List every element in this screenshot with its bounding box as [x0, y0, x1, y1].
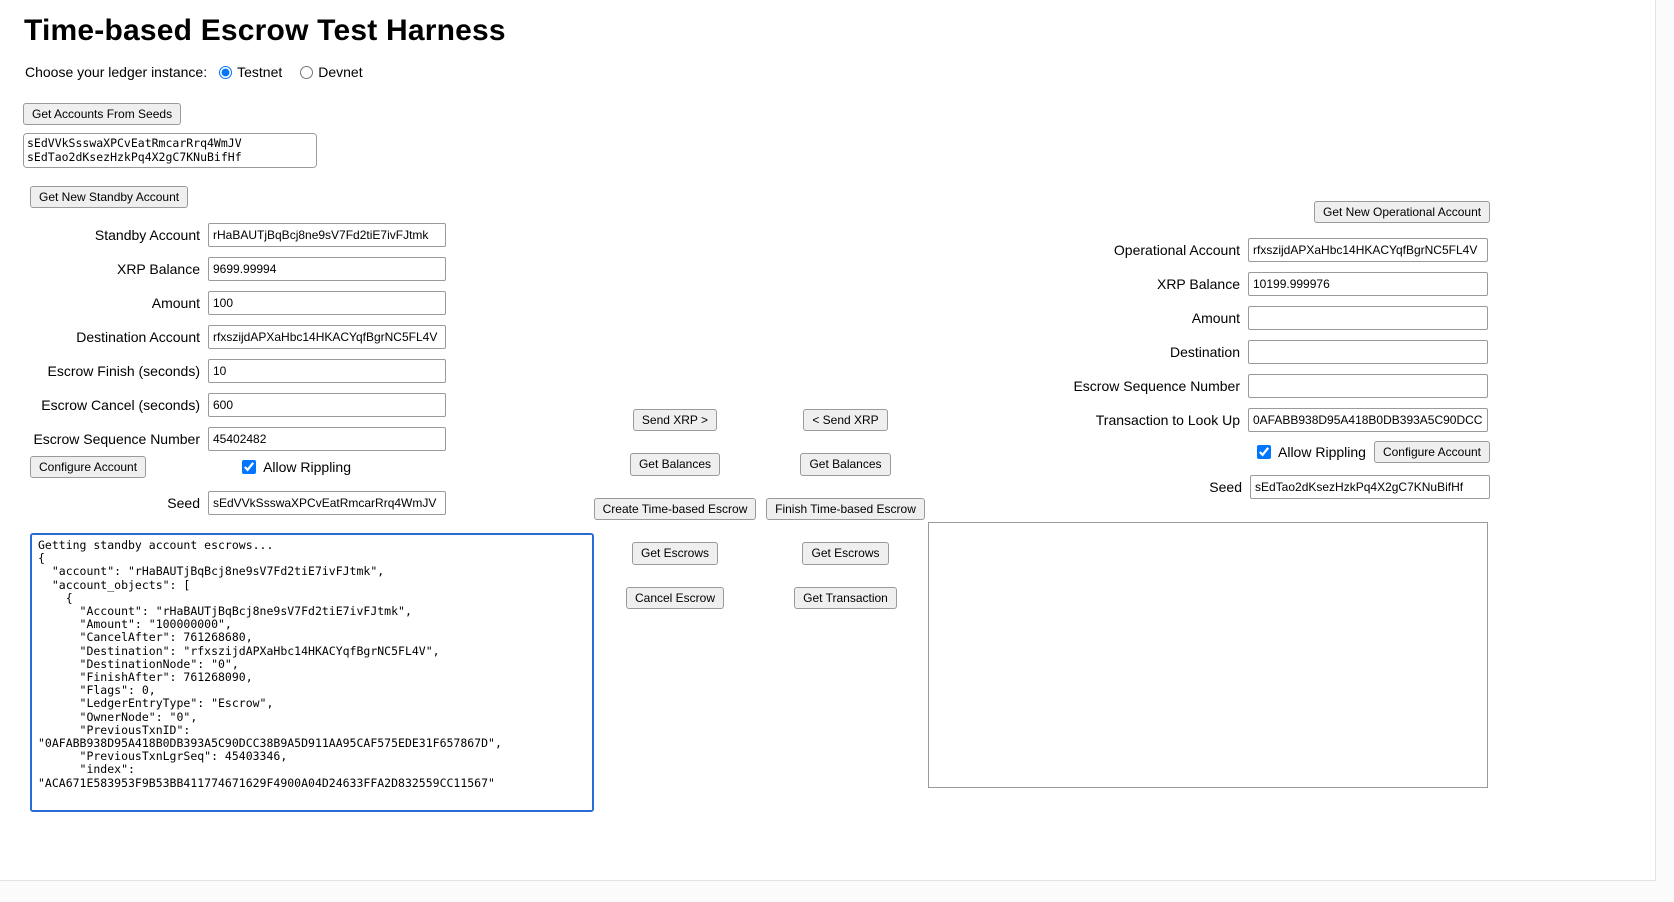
- seeds-textarea-wrapper[interactable]: [23, 133, 317, 168]
- radio-devnet[interactable]: [300, 64, 362, 80]
- standby-escrow-sequence-input[interactable]: [208, 427, 446, 451]
- standby-allow-rippling[interactable]: [242, 459, 351, 475]
- operational-form: [1000, 233, 1490, 437]
- operational-transaction-lookup-input[interactable]: [1248, 408, 1488, 432]
- operational-allow-rippling-checkbox[interactable]: [1257, 445, 1271, 459]
- get-new-standby-account-button[interactable]: Get New Standby Account: [30, 186, 188, 208]
- operational-configure-account-button[interactable]: Configure Account: [1374, 441, 1490, 463]
- operational-amount-input[interactable]: [1248, 306, 1488, 330]
- send-xrp-left-button[interactable]: < Send XRP: [803, 409, 887, 431]
- operational-seed-label: Seed: [1209, 479, 1242, 495]
- operational-account-row: [1000, 233, 1490, 267]
- operational-account-label: Operational Account: [1113, 242, 1240, 258]
- standby-account-row: [0, 218, 460, 252]
- operational-transaction-lookup-row: [1000, 403, 1490, 437]
- operational-allow-rippling[interactable]: [1257, 444, 1366, 460]
- ledger-instance-selector: [25, 64, 381, 80]
- standby-escrow-finish-label: Escrow Finish (seconds): [47, 363, 200, 379]
- operational-escrow-sequence-label: Escrow Sequence Number: [1073, 378, 1240, 394]
- radio-devnet-label[interactable]: Devnet: [318, 64, 363, 80]
- standby-allow-rippling-label: Allow Rippling: [263, 459, 351, 476]
- standby-seed-input[interactable]: [208, 491, 446, 515]
- operational-escrow-sequence-row: [1000, 369, 1490, 403]
- standby-escrow-finish-row: [0, 354, 460, 388]
- radio-devnet-input[interactable]: [300, 66, 313, 79]
- operational-destination-label: Destination: [1169, 344, 1240, 360]
- standby-seed-label: Seed: [167, 495, 200, 511]
- standby-xrp-balance-label: XRP Balance: [116, 261, 200, 277]
- standby-allow-rippling-checkbox[interactable]: [242, 460, 256, 474]
- operational-xrp-balance-label: XRP Balance: [1156, 276, 1240, 292]
- radio-testnet-input[interactable]: [219, 66, 232, 79]
- operational-output-panel[interactable]: [928, 522, 1488, 788]
- standby-xrp-balance-input[interactable]: [208, 257, 446, 281]
- standby-amount-label: Amount: [151, 295, 200, 311]
- operational-amount-row: [1000, 301, 1490, 335]
- operational-allow-rippling-label: Allow Rippling: [1278, 444, 1366, 461]
- operational-account-input[interactable]: [1248, 238, 1488, 262]
- cancel-escrow-button[interactable]: Cancel Escrow: [626, 587, 724, 609]
- standby-output-panel[interactable]: [30, 533, 594, 812]
- operational-escrow-sequence-input[interactable]: [1248, 374, 1488, 398]
- standby-escrow-finish-input[interactable]: [208, 359, 446, 383]
- standby-escrow-cancel-input[interactable]: [208, 393, 446, 417]
- get-new-operational-account-button[interactable]: Get New Operational Account: [1314, 201, 1490, 223]
- standby-configure-account-button[interactable]: Configure Account: [30, 456, 146, 478]
- operational-transaction-lookup-label: Transaction to Look Up: [1095, 412, 1240, 428]
- standby-get-escrows-button[interactable]: Get Escrows: [632, 542, 718, 564]
- standby-escrow-cancel-label: Escrow Cancel (seconds): [41, 397, 200, 413]
- operational-seed-row: [1000, 475, 1490, 499]
- standby-escrow-cancel-row: [0, 388, 460, 422]
- standby-form: [0, 218, 460, 456]
- standby-output-textarea[interactable]: [32, 535, 592, 810]
- standby-xrp-balance-row: [0, 252, 460, 286]
- standby-destination-label: Destination Account: [76, 329, 200, 345]
- send-xrp-right-button[interactable]: Send XRP >: [633, 409, 717, 431]
- operational-output-textarea[interactable]: [928, 522, 1488, 788]
- radio-testnet[interactable]: [219, 64, 282, 80]
- operational-xrp-balance-input[interactable]: [1248, 272, 1488, 296]
- operational-actions-column: [768, 409, 923, 609]
- standby-get-balances-button[interactable]: Get Balances: [630, 453, 720, 475]
- ledger-instance-label: Choose your ledger instance:: [25, 64, 208, 80]
- page-title: Time-based Escrow Test Harness: [24, 14, 506, 47]
- standby-amount-input[interactable]: [208, 291, 446, 315]
- get-transaction-button[interactable]: Get Transaction: [794, 587, 897, 609]
- create-time-based-escrow-button[interactable]: Create Time-based Escrow: [594, 498, 757, 520]
- standby-seed-row: [0, 491, 460, 515]
- standby-account-input[interactable]: [208, 223, 446, 247]
- standby-configure-row: [0, 456, 460, 478]
- standby-account-label: Standby Account: [94, 227, 200, 243]
- standby-destination-row: [0, 320, 460, 354]
- standby-escrow-sequence-label: Escrow Sequence Number: [33, 431, 200, 447]
- get-accounts-from-seeds-button[interactable]: Get Accounts From Seeds: [23, 103, 181, 125]
- operational-get-balances-button[interactable]: Get Balances: [800, 453, 890, 475]
- operational-destination-input[interactable]: [1248, 340, 1488, 364]
- operational-xrp-balance-row: [1000, 267, 1490, 301]
- operational-get-escrows-button[interactable]: Get Escrows: [802, 542, 888, 564]
- operational-configure-row: [1000, 441, 1490, 463]
- operational-amount-label: Amount: [1191, 310, 1240, 326]
- standby-destination-input[interactable]: [208, 325, 446, 349]
- standby-amount-row: [0, 286, 460, 320]
- operational-destination-row: [1000, 335, 1490, 369]
- standby-actions-column: [598, 409, 752, 609]
- operational-seed-input[interactable]: [1250, 475, 1490, 499]
- standby-escrow-sequence-row: [0, 422, 460, 456]
- finish-time-based-escrow-button[interactable]: Finish Time-based Escrow: [766, 498, 925, 520]
- seeds-textarea[interactable]: [24, 134, 316, 167]
- radio-testnet-label[interactable]: Testnet: [237, 64, 283, 80]
